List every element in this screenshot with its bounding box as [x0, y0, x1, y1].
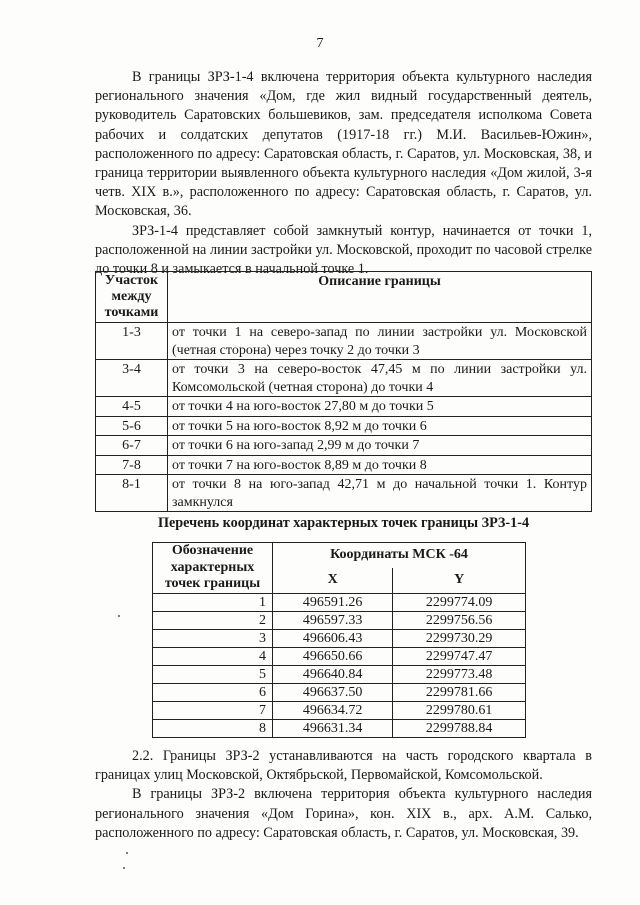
header-points: Обозначение характерных точек границы — [153, 543, 273, 594]
table-row — [153, 593, 526, 611]
table-row — [96, 416, 592, 436]
table-row — [96, 323, 592, 360]
table-row — [153, 629, 526, 647]
segment-cell: 8-1 — [96, 475, 168, 512]
segment-cell: 5-6 — [96, 416, 168, 436]
table-row — [96, 455, 592, 475]
scan-speck — [126, 852, 128, 854]
point-cell: 1 — [153, 593, 273, 611]
table-row — [96, 360, 592, 397]
description-cell: от точки 6 на юго-запад 2,99 м до точки 7 — [168, 436, 592, 456]
intro-text — [95, 68, 592, 279]
x-cell: 496597.33 — [273, 611, 393, 629]
paragraph: 2.2. Границы ЗРЗ-2 устанавливаются на часть городского квартала в границах улиц Московской, Октябрьской, Первомайской, Комсомольской. — [95, 748, 592, 784]
point-cell: 8 — [153, 719, 273, 737]
x-cell: 496606.43 — [273, 629, 393, 647]
table-header-row — [153, 543, 526, 568]
x-cell: 496650.66 — [273, 647, 393, 665]
description-cell: от точки 7 на юго-восток 8,89 м до точки 8 — [168, 455, 592, 475]
table-header-row — [96, 272, 592, 323]
coordinates-caption: Перечень координат характерных точек границы ЗРЗ-1-4 — [157, 515, 530, 531]
table-row — [96, 475, 592, 512]
x-cell: 496640.84 — [273, 665, 393, 683]
table-row — [153, 719, 526, 737]
table-row — [153, 611, 526, 629]
table-row — [153, 647, 526, 665]
point-cell: 6 — [153, 683, 273, 701]
point-cell: 3 — [153, 629, 273, 647]
point-cell: 5 — [153, 665, 273, 683]
scan-speck — [123, 867, 125, 869]
y-cell: 2299774.09 — [393, 593, 526, 611]
description-cell: от точки 8 на юго-запад 42,71 м до начальной точки 1. Контур замкнулся — [168, 475, 592, 512]
header-y: Y — [393, 568, 526, 593]
paragraph: В границы ЗРЗ-1-4 включена территория объекта культурного наследия регионального значения «Дом, где жил видный государственный деятель, руководитель Саратовских большевиков, зам. председателя исполкома Совета рабочих и солдатских депутатов (1917-18 гг.) М.И. Васильев-Южин», расположенного по адресу: Саратовская область, г. Саратов, ул. Московская, 38, и граница территории выявленного объекта культурного наследия «Дом жилой, 3-я четв. XIX в.», расположенного по адресу: Саратовская область, г. Саратов, ул. Московская, 36. — [95, 69, 592, 220]
description-cell: от точки 5 на юго-восток 8,92 м до точки 6 — [168, 416, 592, 436]
description-cell: от точки 3 на северо-восток 47,45 м по линии застройки ул. Комсомольской (четная сторона) до точки 4 — [168, 360, 592, 397]
x-cell: 496634.72 — [273, 701, 393, 719]
y-cell: 2299773.48 — [393, 665, 526, 683]
y-cell: 2299747.47 — [393, 647, 526, 665]
paragraph: В границы ЗРЗ-2 включена территория объекта культурного наследия регионального значения «Дом Горина», кон. XIX в., арх. А.М. Салько, расположенного по адресу: Саратовская область, г. Саратов, ул. Московская, 39. — [95, 786, 592, 841]
y-cell: 2299756.56 — [393, 611, 526, 629]
header-x: X — [273, 568, 393, 593]
table-row — [96, 397, 592, 417]
table-row — [153, 701, 526, 719]
y-cell: 2299780.61 — [393, 701, 526, 719]
point-cell: 4 — [153, 647, 273, 665]
y-cell: 2299730.29 — [393, 629, 526, 647]
header-coordinates: Координаты МСК -64 — [273, 543, 526, 568]
boundary-description-table — [95, 271, 592, 512]
table-row — [96, 436, 592, 456]
segment-cell: 3-4 — [96, 360, 168, 397]
point-cell: 2 — [153, 611, 273, 629]
x-cell: 496637.50 — [273, 683, 393, 701]
header-description: Описание границы — [168, 272, 592, 323]
y-cell: 2299788.84 — [393, 719, 526, 737]
point-cell: 7 — [153, 701, 273, 719]
paragraph: ЗРЗ-1-4 представляет собой замкнутый контур, начинается от точки 1, расположенной на линии застройки ул. Московской, проходит по часовой стрелке до точки 8 и замыкается в начальной точке 1. — [95, 222, 592, 278]
closing-text — [95, 747, 592, 843]
description-cell: от точки 1 на северо-запад по линии застройки ул. Московской (четная сторона) через точку 2 до точки 3 — [168, 323, 592, 360]
description-cell: от точки 4 на юго-восток 27,80 м до точки 5 — [168, 397, 592, 417]
x-cell: 496631.34 — [273, 719, 393, 737]
table-row — [153, 683, 526, 701]
segment-cell: 1-3 — [96, 323, 168, 360]
segment-cell: 7-8 — [96, 455, 168, 475]
page-number: 7 — [316, 36, 324, 51]
segment-cell: 4-5 — [96, 397, 168, 417]
segment-cell: 6-7 — [96, 436, 168, 456]
y-cell: 2299781.66 — [393, 683, 526, 701]
scan-speck — [118, 615, 120, 617]
x-cell: 496591.26 — [273, 593, 393, 611]
header-segment: Участок между точками — [96, 272, 168, 323]
table-row — [153, 665, 526, 683]
coordinates-table — [152, 542, 526, 738]
